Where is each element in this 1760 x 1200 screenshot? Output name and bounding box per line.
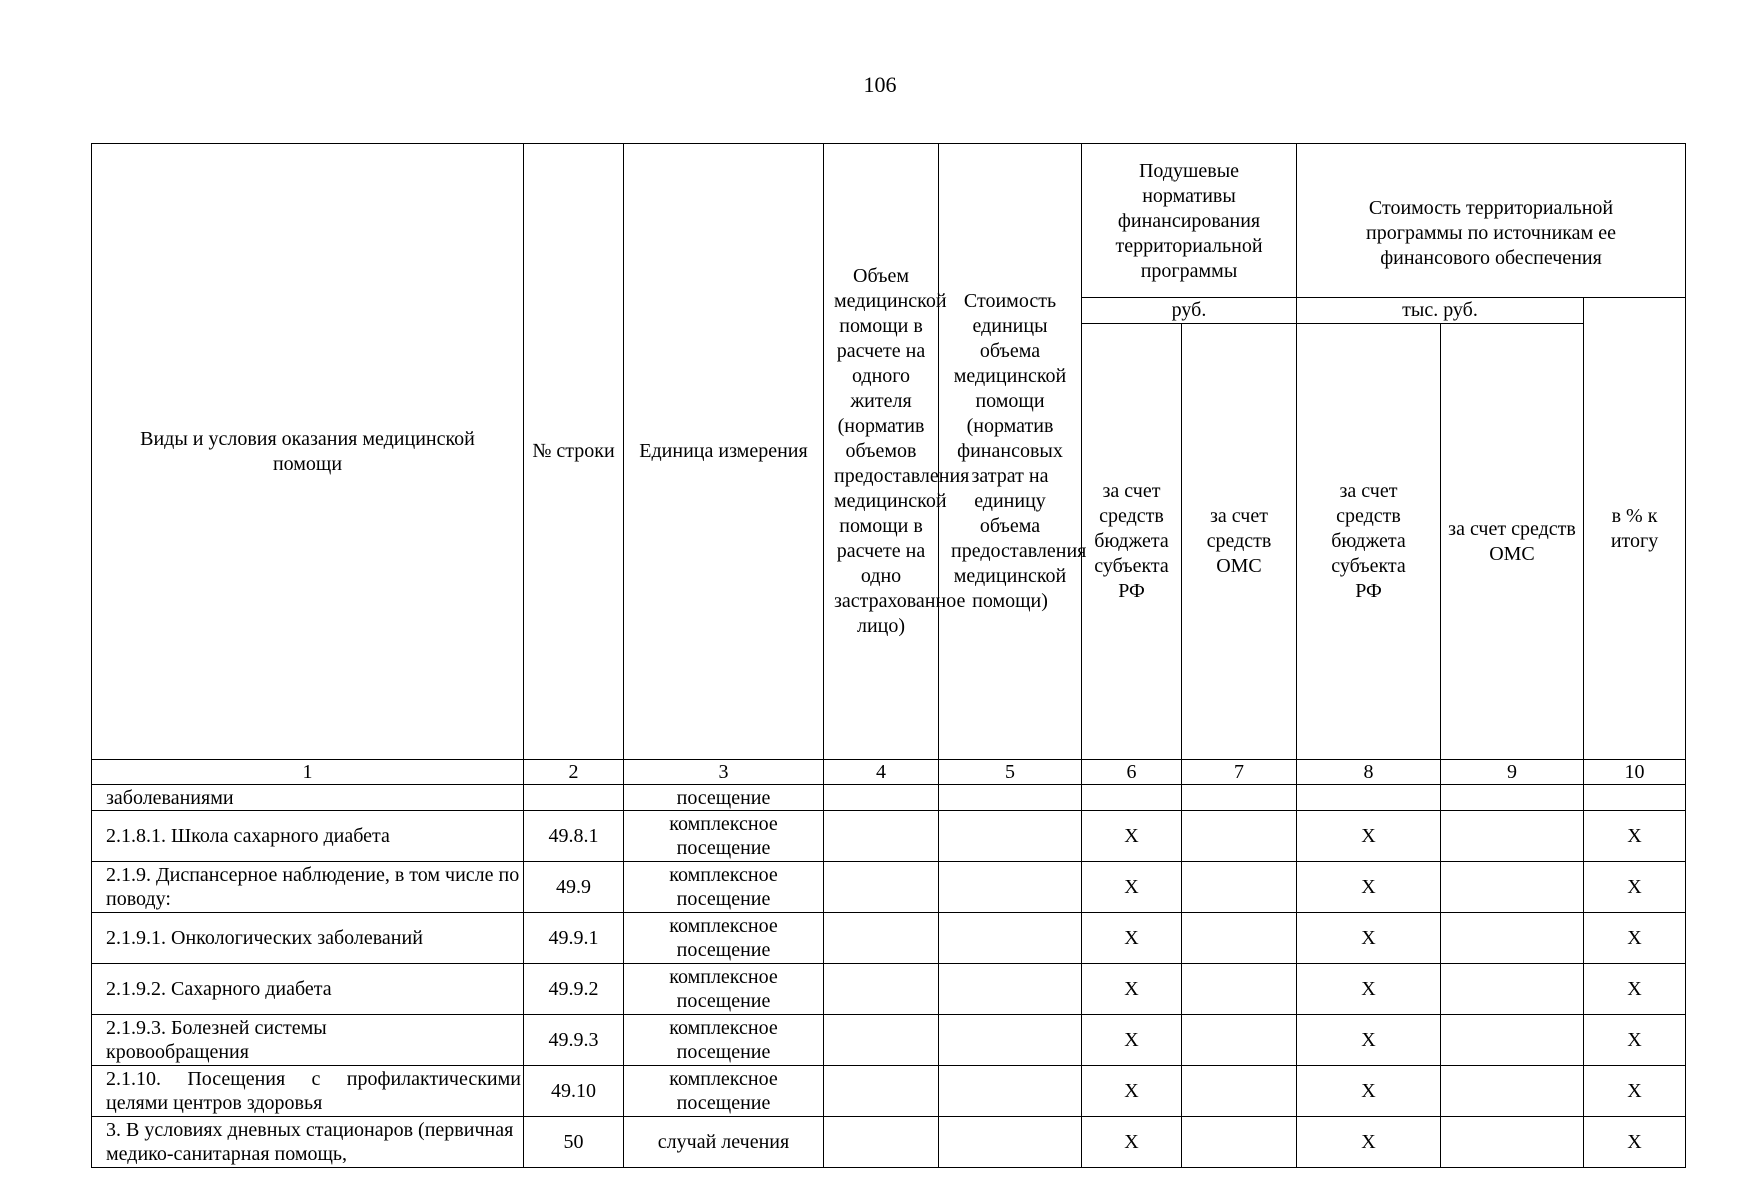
row-cell	[1082, 785, 1182, 811]
column-numbers-row	[92, 760, 1686, 785]
row-cell: Х	[1082, 1066, 1182, 1117]
row-cell	[1441, 1117, 1584, 1168]
row-cell: Х	[1082, 862, 1182, 913]
row-number: 49.9.3	[524, 1015, 624, 1066]
row-cell: Х	[1082, 811, 1182, 862]
row-cell	[1182, 785, 1297, 811]
row-cell: Х	[1297, 862, 1441, 913]
header-volume: Объем медицинской помощи в расчете на одного жителя (норматив объемов предоставления медицинской помощи в расчете на одно застрахованное лицо)	[824, 144, 939, 760]
row-cell: Х	[1297, 964, 1441, 1015]
row-cell: Х	[1584, 1015, 1686, 1066]
row-unit: комплексное посещение	[624, 1066, 824, 1117]
table-row	[92, 1015, 1686, 1066]
row-number: 49.9.1	[524, 913, 624, 964]
row-cell	[1441, 862, 1584, 913]
table-row	[92, 862, 1686, 913]
row-cell	[1182, 1117, 1297, 1168]
column-number: 10	[1584, 760, 1686, 785]
header-program-cost-group: Стоимость территориальной программы по источникам ее финансового обеспечения	[1297, 144, 1686, 298]
row-name: 2.1.9. Диспансерное наблюдение, в том числе по поводу:	[92, 862, 524, 913]
row-number: 49.9.2	[524, 964, 624, 1015]
row-cell	[1441, 1015, 1584, 1066]
column-number: 2	[524, 760, 624, 785]
header-budget-rf-cost: за счет средств бюджета субъекта РФ	[1297, 324, 1441, 760]
row-cell	[1584, 785, 1686, 811]
row-cell: Х	[1297, 1117, 1441, 1168]
table-body	[92, 785, 1686, 1168]
financing-table	[91, 143, 1686, 1168]
column-number: 6	[1082, 760, 1182, 785]
table-row	[92, 811, 1686, 862]
row-cell	[824, 964, 939, 1015]
row-cell	[824, 1015, 939, 1066]
row-name: 2.1.8.1. Школа сахарного диабета	[92, 811, 524, 862]
column-number: 9	[1441, 760, 1584, 785]
row-unit: комплексное посещение	[624, 913, 824, 964]
table-row	[92, 913, 1686, 964]
column-number: 3	[624, 760, 824, 785]
table-row	[92, 964, 1686, 1015]
row-unit: посещение	[624, 785, 824, 811]
table-row	[92, 1066, 1686, 1117]
row-cell	[1441, 913, 1584, 964]
row-cell	[1182, 811, 1297, 862]
row-cell	[1182, 862, 1297, 913]
column-number: 7	[1182, 760, 1297, 785]
row-name: 2.1.9.3. Болезней системы кровообращения	[92, 1015, 524, 1066]
column-number: 1	[92, 760, 524, 785]
row-name: 2.1.9.2. Сахарного диабета	[92, 964, 524, 1015]
row-number	[524, 785, 624, 811]
row-cell: Х	[1082, 913, 1182, 964]
row-cell	[939, 1117, 1082, 1168]
row-cell	[824, 1066, 939, 1117]
header-unit-thousand-rub: тыс. руб.	[1297, 298, 1584, 324]
row-cell	[824, 862, 939, 913]
row-cell	[1297, 785, 1441, 811]
row-cell	[1441, 964, 1584, 1015]
row-unit: комплексное посещение	[624, 811, 824, 862]
row-number: 50	[524, 1117, 624, 1168]
row-cell	[1441, 811, 1584, 862]
row-cell	[1182, 1066, 1297, 1117]
row-cell: Х	[1082, 964, 1182, 1015]
row-unit: комплексное посещение	[624, 862, 824, 913]
row-number: 49.9	[524, 862, 624, 913]
row-unit: случай лечения	[624, 1117, 824, 1168]
row-name: 3. В условиях дневных стационаров (первичная медико-санитарная помощь,	[92, 1117, 524, 1168]
table-row	[92, 1117, 1686, 1168]
row-cell: Х	[1584, 862, 1686, 913]
header-row-number: № строки	[524, 144, 624, 760]
header-per-capita-group: Подушевые нормативы финансирования территориальной программы	[1082, 144, 1297, 298]
header-unit-rub: руб.	[1082, 298, 1297, 324]
row-cell	[824, 811, 939, 862]
row-cell	[824, 785, 939, 811]
row-cell: Х	[1297, 1066, 1441, 1117]
row-cell	[824, 913, 939, 964]
row-cell: Х	[1082, 1015, 1182, 1066]
header-oms-per-capita: за счет средств ОМС	[1182, 324, 1297, 760]
row-cell	[939, 862, 1082, 913]
row-cell	[939, 1015, 1082, 1066]
row-cell	[939, 964, 1082, 1015]
header-unit: Единица измерения	[624, 144, 824, 760]
row-cell	[1182, 1015, 1297, 1066]
row-cell	[939, 913, 1082, 964]
row-cell: Х	[1297, 1015, 1441, 1066]
row-cell	[1441, 1066, 1584, 1117]
row-cell	[939, 1066, 1082, 1117]
row-cell: Х	[1584, 811, 1686, 862]
row-cell: Х	[1297, 811, 1441, 862]
header-unit-cost: Стоимость единицы объема медицинской помощи (норматив финансовых затрат на единицу объема предоставления медицинской помощи)	[939, 144, 1082, 760]
table-row	[92, 785, 1686, 811]
row-cell: Х	[1584, 913, 1686, 964]
row-unit: комплексное посещение	[624, 1015, 824, 1066]
row-cell	[939, 811, 1082, 862]
row-cell: Х	[1584, 964, 1686, 1015]
row-cell: Х	[1584, 1117, 1686, 1168]
row-cell: Х	[1297, 913, 1441, 964]
header-percent-of-total: в % к итогу	[1584, 298, 1686, 760]
row-cell	[939, 785, 1082, 811]
row-number: 49.8.1	[524, 811, 624, 862]
row-cell: Х	[1584, 1066, 1686, 1117]
row-name: 2.1.9.1. Онкологических заболеваний	[92, 913, 524, 964]
header-oms-cost: за счет средств ОМС	[1441, 324, 1584, 760]
header-budget-rf-per-capita: за счет средств бюджета субъекта РФ	[1082, 324, 1182, 760]
row-cell: Х	[1082, 1117, 1182, 1168]
row-cell	[1441, 785, 1584, 811]
row-cell	[1182, 913, 1297, 964]
page-number: 106	[863, 72, 897, 97]
table-header	[92, 144, 1686, 785]
column-number: 8	[1297, 760, 1441, 785]
header-kinds-of-care: Виды и условия оказания медицинской помощи	[92, 144, 524, 760]
row-name: заболеваниями	[92, 785, 524, 811]
row-unit: комплексное посещение	[624, 964, 824, 1015]
column-number: 5	[939, 760, 1082, 785]
row-cell	[1182, 964, 1297, 1015]
row-name: 2.1.10. Посещения с профилактическими целями центров здоровья	[92, 1066, 524, 1117]
column-number: 4	[824, 760, 939, 785]
row-number: 49.10	[524, 1066, 624, 1117]
row-cell	[824, 1117, 939, 1168]
